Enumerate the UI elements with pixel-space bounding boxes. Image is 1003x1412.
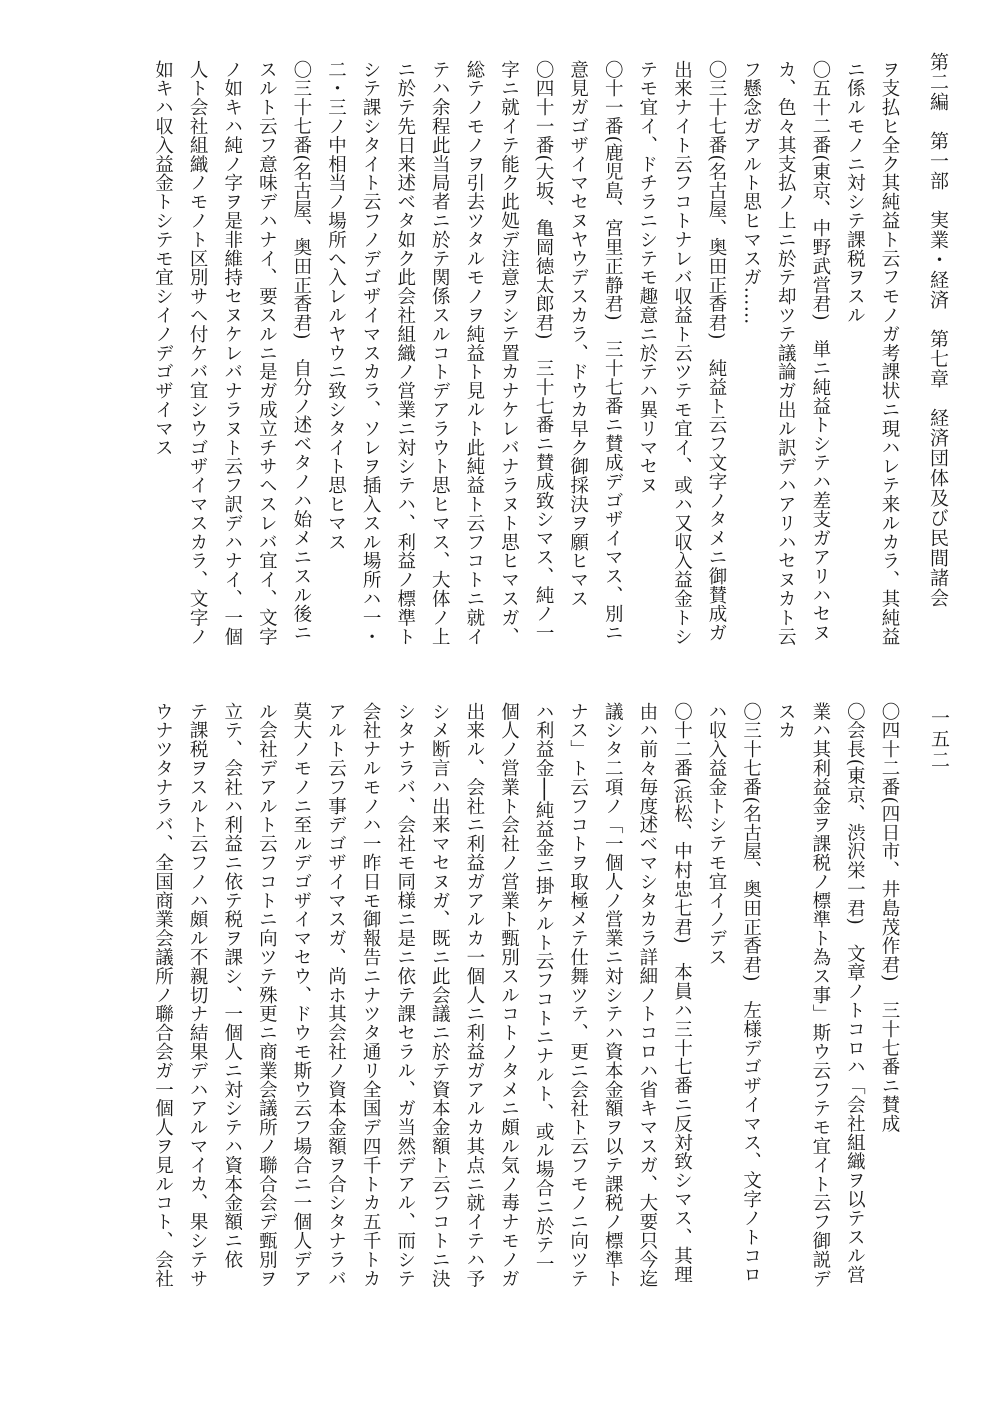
text-column: 出来ナイト云フコトナレバ収益ト云ツテモ宜イ、或ハ又収入益金トシ bbox=[671, 60, 693, 646]
text-column: ヲ支払ヒ全ク其純益ト云フモノガ考課状ニ現ハレテ来ルカラ、其純益 bbox=[879, 60, 900, 646]
text-column: 二・三ノ中相当ノ場所へ入レルヤウニ致シタイト思ヒマス bbox=[325, 60, 347, 552]
text-column: シテ課シタイト云フノデゴザイマスカラ、ソレヲ插入スル場所ハ一・ bbox=[360, 60, 382, 646]
header-topic: 実業・経済 bbox=[927, 210, 949, 311]
text-column: ノ如キハ純ノ字ヲ是非維持セヌケレバナラヌト云フ訳デハナイ、一個 bbox=[221, 60, 243, 646]
text-column: 〇四十一番(大坂、亀岡徳太郎君) 三十七番ニ賛成致シマス、純ノ一 bbox=[533, 60, 555, 643]
text-column: スルト云フ意味デハナイ、要スルニ是ガ成立チサヘスレバ宜イ、文字 bbox=[256, 60, 278, 646]
header-section: 第一部 bbox=[927, 131, 949, 192]
text-column: 人ト会社組織ノモノト区別サヘ付ケバ宜シウゴザイマスカラ、文字ノ bbox=[187, 60, 209, 646]
text-column: 議シタ二項ノ「一個人ノ営業ニ対シテハ資本金額ヲ以テ課税ノ標準ト bbox=[602, 702, 624, 1288]
text-column: ウナツタナラバ、全国商業会議所ノ聯合会ガ一個人ヲ見ルコト、会社 bbox=[152, 702, 174, 1288]
text-column: 〇三十七番(名古屋、奥田正香君) 左様デゴザイマス、文字ノトコロ bbox=[740, 702, 762, 1285]
text-column: 総テノモノヲ引去ツタルモノヲ純益ト見ルト此純益ト云フコトニ就イ bbox=[463, 60, 485, 646]
page-number: 一五二 bbox=[928, 708, 950, 771]
text-column: シタナラバ、会社モ同様ニ是ニ依テ課セラル、ガ当然デアル、而シテ bbox=[394, 702, 416, 1288]
text-column: 個人ノ営業ト会社ノ営業ト甄別スルコトノタメニ頗ル気ノ毒ナモノガ bbox=[498, 702, 520, 1288]
text-column: ナス」ト云フコトヲ取極メテ仕舞ツテ、更ニ会社ト云フモノニ向ツテ bbox=[567, 702, 589, 1288]
text-column: 〇三十七番(名古屋、奥田正香君) 純益ト云フ文字ノタメニ御賛成ガ bbox=[706, 60, 728, 643]
text-column: ニ於テ先日来述ベタ如ク此会社組織ノ営業ニ対シテハ、利益ノ標準ト bbox=[394, 60, 416, 646]
text-column: 業ハ其利益金ヲ課税ノ標準ト為ス事」斯ウ云フテモ宜イト云フ御説デ bbox=[809, 702, 831, 1288]
text-column: カ、色々其支払ノ上ニ於テ却ツテ議論ガ出ル訳デハアリハセヌカト云 bbox=[775, 60, 797, 646]
text-column: 出来ル、会社ニ利益ガアルカ一個人ニ利益ガアルカ其点ニ就イテハ予 bbox=[463, 702, 485, 1288]
text-column: ニ係ルモノニ対シテ課税ヲスル bbox=[844, 60, 866, 325]
text-column: テモ宜イ、ドチラニシテモ趣意ニ於テハ異リマセヌ bbox=[636, 60, 658, 495]
text-column: 会社ナルモノハ一昨日モ御報告ニナツタ通リ全国デ四千トカ五千トカ bbox=[360, 702, 382, 1288]
text-column: 如キハ収入益金トシテモ宜シイノデゴザイマス bbox=[152, 60, 174, 457]
text-column: 由ハ前々毎度述ベマシタカラ詳細ノトコロハ省キマスガ、大要只今迄 bbox=[636, 702, 658, 1288]
text-column: 〇十一番(鹿児島、宮里正静君) 三十七番ニ賛成デゴザイマス、別ニ bbox=[602, 60, 624, 643]
text-column: スカ bbox=[775, 702, 797, 740]
text-column: テ課税ヲスルト云フノハ頗ル不親切ナ結果デハアルマイカ、果シテサ bbox=[187, 702, 209, 1288]
text-column: 〇会長(東京、渋沢栄一君) 文章ノトコロハ「会社組織ヲ以テスル営 bbox=[844, 702, 866, 1285]
text-column: アルト云フ事デゴザイマスガ、尚ホ其会社ノ資本金額ヲ合シタナラバ bbox=[325, 702, 347, 1288]
text-column: 〇五十二番(東京、中野武営君) 単ニ純益トシテハ差支ガアリハセヌ bbox=[809, 60, 831, 643]
text-column: 〇十二番(浜松、中村忠七君) 本員ハ三十七番ニ反対致シマス、其理 bbox=[671, 702, 693, 1285]
header-part: 第二編 bbox=[927, 52, 949, 112]
text-column: ハ利益金──純益金ニ掛ケルト云フコトニナルト、或ル場合ニ於テ一 bbox=[533, 702, 555, 1274]
header-chapter: 第七章 bbox=[927, 329, 949, 390]
upper-text-block bbox=[86, 60, 906, 670]
text-column: 莫大ノモノニ至ルデゴザイマセウ、ドウモ斯ウ云フ場合ニ一個人デア bbox=[290, 702, 312, 1288]
lower-text-block bbox=[90, 702, 906, 1362]
text-column: 〇三十七番(名古屋、奥田正香君) 自分ノ述ベタノハ始メニスル後ニ bbox=[290, 60, 312, 643]
header-chapter-title: 経済団体及び民間諸会 bbox=[927, 408, 949, 609]
text-column: ハ収入益金トシテモ宜イノデス bbox=[706, 702, 728, 967]
text-column: 〇四十二番(四日市、井島茂作君) 三十七番ニ賛成 bbox=[879, 702, 900, 1134]
text-column: ル会社デアルト云フコトニ向ツテ殊更ニ商業会議所ノ聯合会デ甄別ヲ bbox=[256, 702, 278, 1288]
text-column: 意見ガゴザイマセヌヤウデスカラ、ドウカ早ク御採決ヲ願ヒマス bbox=[567, 60, 589, 609]
running-header bbox=[918, 52, 958, 664]
text-column: シメ断言ハ出来マセヌガ、既ニ此会議ニ於テ資本金額ト云フコトニ決 bbox=[429, 702, 451, 1288]
text-column: 字ニ就イテ能ク此処デ注意ヲシテ置カナケレバナラヌト思ヒマスガ、 bbox=[498, 60, 520, 646]
text-column: フ懸念ガアルト思ヒマスガ…… bbox=[740, 60, 762, 325]
text-column: 立テ、会社ハ利益ニ依テ税ヲ課シ、一個人ニ対シテハ資本金額ニ依 bbox=[221, 702, 243, 1269]
text-column: テハ余程此当局者ニ於テ関係スルコトデアラウト思ヒマス、大体ノ上 bbox=[429, 60, 451, 646]
